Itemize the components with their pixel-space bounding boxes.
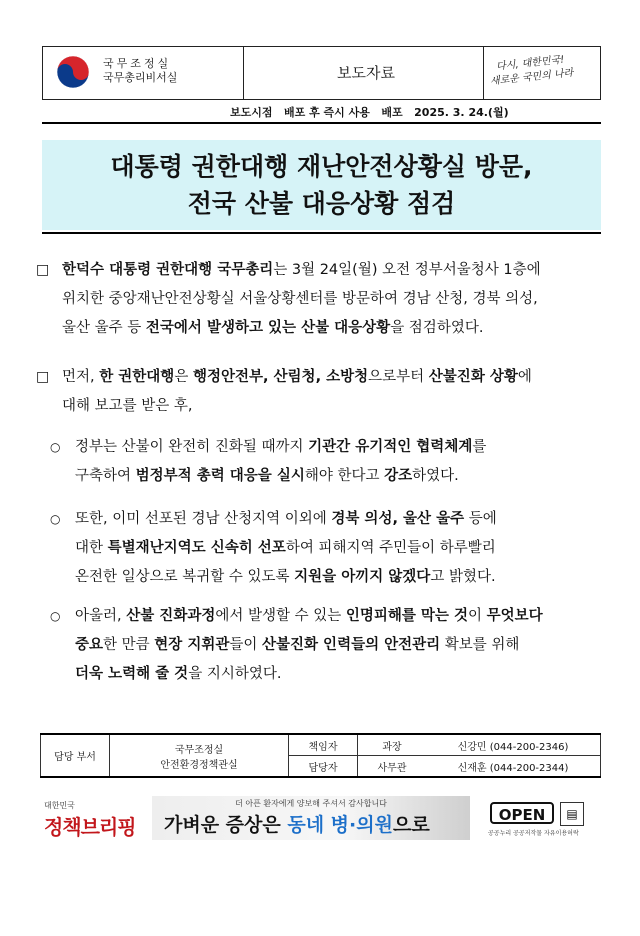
- text-run: 을 점검하였다.: [390, 320, 484, 336]
- text-run: 또한, 이미 선포된 경남 산청지역 이외에: [75, 511, 332, 527]
- bold-run: 산불 진화과정: [126, 608, 216, 624]
- bold-run: 인명피해를 막는 것: [345, 608, 468, 624]
- text-run: 을 지시하였다.: [188, 666, 282, 682]
- dept-line2: 안전환경정책관실: [160, 759, 238, 771]
- headline-line1: 대통령 권한대행 재난안전상황실 방문,: [110, 152, 533, 181]
- text-line: [75, 507, 497, 528]
- release-label: 보도시점: [230, 106, 273, 119]
- bold-run: 현장 지휘관: [154, 637, 230, 653]
- title-cell: 사무관: [358, 756, 427, 778]
- text-line: [75, 565, 496, 586]
- text-line: [75, 464, 459, 485]
- org-line1: 국무조정실: [103, 57, 172, 70]
- open-caption: 공공누리 공공저작물 자유이용허락: [488, 830, 579, 837]
- bold-run: 강조: [384, 468, 413, 484]
- text-run: 정부는 산불이 완전히 진화될 때까지: [75, 439, 309, 455]
- contact-table: [40, 733, 601, 778]
- brand-small: 대한민국: [44, 801, 75, 810]
- text-line: [75, 662, 281, 683]
- role-cell: 책임자: [289, 734, 358, 756]
- text-run: 대해 보고를 받은 후,: [62, 398, 193, 414]
- header-divider: [243, 47, 244, 99]
- release-info: [230, 104, 509, 120]
- text-run: 은: [174, 369, 193, 385]
- banner-main-1: 가벼운 증상은: [164, 814, 288, 836]
- slogan-line1: 다시, 대한민국!: [495, 54, 565, 73]
- release-date: 2025. 3. 24.(월): [414, 106, 509, 119]
- text-line: [75, 604, 543, 625]
- campaign-banner: [152, 796, 470, 840]
- text-line: [75, 536, 496, 557]
- text-line: [62, 394, 193, 415]
- release-value: 배포 후 즉시 사용: [284, 106, 370, 119]
- bold-run: 무엇보다: [486, 608, 543, 624]
- bold-run: 더욱 노력해 줄 것: [75, 666, 189, 682]
- text-line: [62, 316, 483, 337]
- text-run: 를: [472, 439, 487, 455]
- person-cell: 신강민 (044-200-2346): [426, 734, 601, 756]
- text-line: [75, 633, 519, 654]
- text-run: 아울러,: [75, 608, 127, 624]
- circle-bullet: ○: [50, 440, 61, 454]
- square-bullet: □: [36, 262, 50, 278]
- person-cell: 신재훈 (044-200-2344): [426, 756, 601, 778]
- rule-bottom: [42, 232, 601, 234]
- banner-top-text: 더 아픈 환자에게 양보해 주셔서 감사합니다: [235, 799, 387, 808]
- dept-label: 담당 부서: [41, 734, 110, 777]
- bold-run: 중요: [75, 637, 104, 653]
- press-header: [42, 46, 601, 100]
- text-run: 들이: [229, 637, 262, 653]
- text-line: [62, 287, 538, 308]
- role-cell: 담당자: [289, 756, 358, 778]
- bold-run: 기관간 유기적인 협력체계: [308, 439, 473, 455]
- dept-line1: 국무조정실: [174, 744, 224, 756]
- bold-run: 전국에서 발생하고 있는 산불 대응상황: [145, 320, 391, 336]
- distribution-label: 배포: [381, 106, 403, 119]
- text-run: 등에: [464, 511, 497, 527]
- text-line: [62, 365, 532, 386]
- bold-run: 산불진화 상황: [428, 369, 518, 385]
- title-cell: 과장: [358, 734, 427, 756]
- document-icon: ▤: [560, 802, 584, 826]
- organization-name: [103, 57, 177, 85]
- text-run: 확보를 위해: [440, 637, 520, 653]
- bold-run: 특별재난지역도 신속히 선포: [107, 540, 286, 556]
- government-logo-icon: [56, 55, 90, 89]
- text-run: 온전한 일상으로 복귀할 수 있도록: [75, 569, 295, 585]
- text-run: 위치한 중앙재난안전상황실 서울상황센터를 방문하여 경남 산청, 경북 의성,: [62, 291, 538, 307]
- bold-run: 산불진화 인력들의 안전관리: [261, 637, 441, 653]
- text-run: 에서 발생할 수 있는: [215, 608, 346, 624]
- rule-top: [42, 122, 601, 124]
- bold-run: 경북 의성, 울산 울주: [331, 511, 465, 527]
- text-run: 해야 한다고: [304, 468, 385, 484]
- open-label: OPEN: [490, 802, 554, 824]
- text-run: 구축하여: [75, 468, 136, 484]
- text-run: 는 3월 24일(월) 오전 정부서울청사 1층에: [273, 262, 541, 278]
- text-run: 먼저,: [62, 369, 100, 385]
- text-run: 대한: [75, 540, 108, 556]
- text-run: 하여 피해지역 주민들이 하루빨리: [285, 540, 496, 556]
- bold-run: 한 권한대행: [99, 369, 175, 385]
- text-run: 한 만큼: [103, 637, 155, 653]
- slogan-signature: [475, 51, 587, 90]
- text-run: 에: [517, 369, 532, 385]
- text-run: 고 밝혔다.: [430, 569, 496, 585]
- org-line2: 국무총리비서실: [103, 71, 178, 84]
- slogan-line2: 새로운 국민의 나라: [489, 67, 574, 88]
- headline-line2: 전국 산불 대응상황 점검: [187, 189, 456, 218]
- text-run: 이: [468, 608, 487, 624]
- doc-type-title: 보도자료: [337, 64, 395, 82]
- policy-briefing-logo: [44, 800, 136, 840]
- banner-main-text: [164, 810, 430, 837]
- table-row: [41, 734, 601, 756]
- kogl-open-badge: [488, 800, 588, 838]
- circle-bullet: ○: [50, 609, 61, 623]
- circle-bullet: ○: [50, 512, 61, 526]
- text-run: 하였다.: [412, 468, 459, 484]
- brand-big: 정책브리핑: [44, 815, 136, 839]
- text-run: 으로부터: [368, 369, 429, 385]
- text-line: [62, 258, 541, 279]
- square-bullet: □: [36, 369, 50, 385]
- bold-run: 행정안전부, 산림청, 소방청: [192, 369, 369, 385]
- text-line: [75, 435, 486, 456]
- dept-name: [110, 734, 289, 777]
- banner-main-2: 동네 병·의원: [287, 814, 393, 836]
- text-run: 울산 울주 등: [62, 320, 146, 336]
- bold-run: 한덕수 대통령 권한대행 국무총리: [62, 262, 274, 278]
- headline: [42, 140, 601, 230]
- banner-main-3: 으로: [392, 814, 430, 836]
- bold-run: 범정부적 총력 대응을 실시: [135, 468, 305, 484]
- bold-run: 지원을 아끼지 않겠다: [294, 569, 431, 585]
